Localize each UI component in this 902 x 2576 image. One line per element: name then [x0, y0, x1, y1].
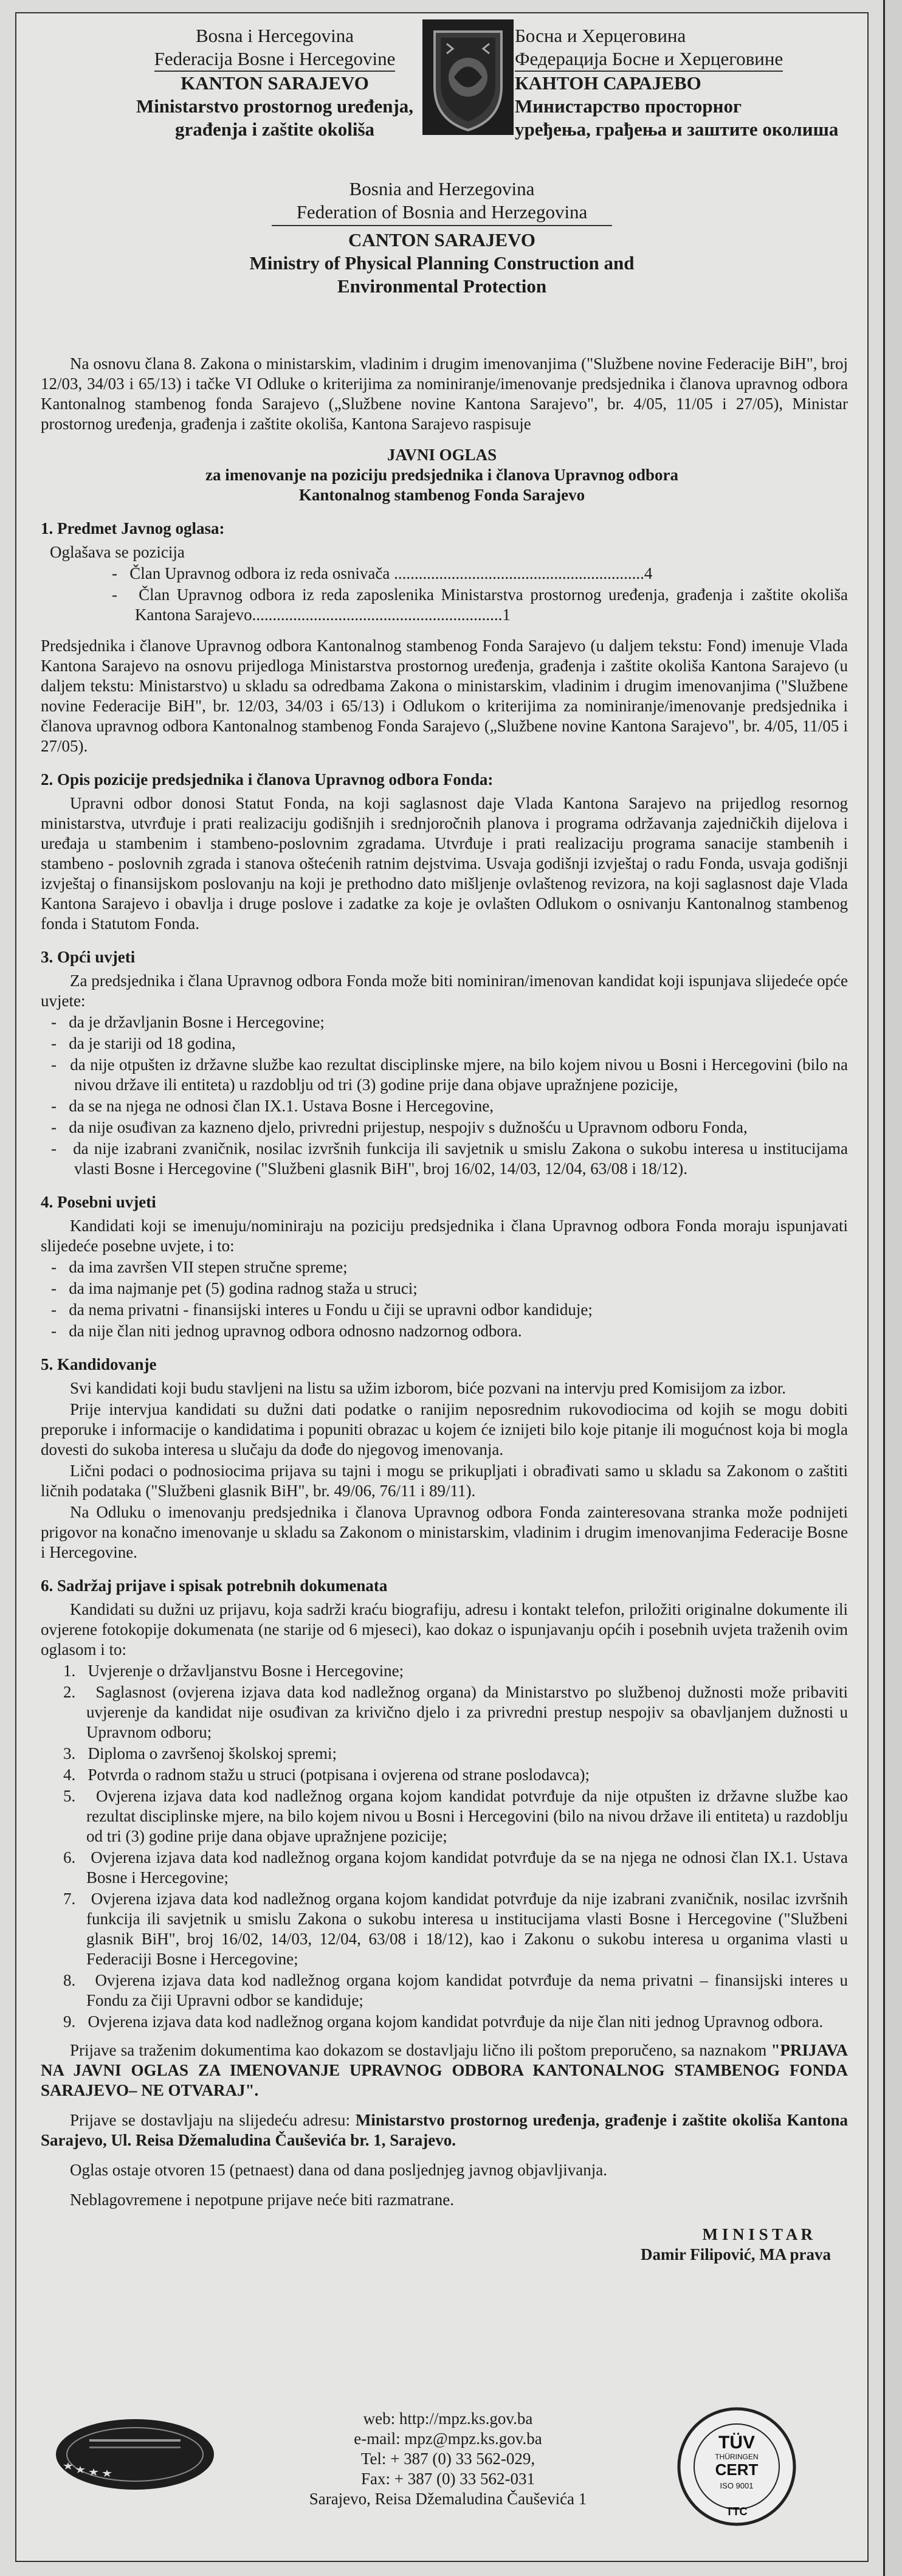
contact-block	[296, 2409, 600, 2509]
section-text: Kandidati koji se imenuju/nominiraju na poziciju predsjednika i člana Upravnog odbora Fonda moraju ispunjavati slijedeće posebne uvjete, i to:	[41, 1217, 848, 1255]
certification-badge-logo-icon	[53, 2415, 217, 2494]
tuv-certificate-seal-icon	[676, 2406, 797, 2527]
list-item: - da nije otpušten iz državne službe kao rezultat disciplinske mjere, na bilo kojem nivou u Bosni i Hercegovini (bilo na nivou države ili entiteta) u razdoblju od tri (3) godine prije dana objave upražnjene pozicije,	[51, 1055, 848, 1094]
list-item: - da ima završen VII stepen stručne spreme;	[51, 1258, 348, 1276]
header-english-ministry: Environmental Protection	[337, 275, 547, 297]
section-text: Predsjednika i članove Upravnog odbora Kantonalnog stambenog Fonda Sarajevo (u daljem tekstu: Fond) imenuje Vlada Kantona Sarajevo na osnovu prijedloga Ministarstva prostornog uređenja, građenja i zaštite okoliša Kantona Sarajevo (u daljem tekstu: Ministarstvo) u skladu sa odredbama Zakona o ministarskim, vladinim i drugim imenovanjima ("Službene novine Federacije BiH", br. 12/03, 34/03 i 65/13) i Odlukom o kriterijima za nominiranje/imenovanje predsjednika i članova upravnog odbora Kantonalnog stambenog Fonda Sarajevo („Službene novine Kantona Sarajevo", br. 4/05, 11/05 i 27/05).	[41, 637, 848, 755]
intro-paragraph: Na osnovu člana 8. Zakona o ministarskim, vladinim i drugim imenovanjima ("Službene novine Federacije BiH", broj 12/03, 34/03 i 65/13) i tačke VI Odluke o kriterijima za nominiranje/imenovanje predsjednika i članova upravnog odbora Kantonalnog stambenog fonda Sarajevo („Službene novine Kantona Sarajevo", br. 4/05, 11/05 i 27/05), Ministar prostornog uređenja, građenja i zaštite okoliša, Kantona Sarajevo raspisuje	[41, 354, 848, 433]
seal-iso-text: ISO 9001	[720, 2481, 754, 2490]
public-notice	[15, 12, 869, 2562]
list-item: - da nije izabrani zvaničnik, nosilac izvršnih funkcija ili savjetnik u smislu Zakona o sukobu interesa u institucijama vlasti Bosne i Hercegovine ("Službeni glasnik BiH", broj 16/02, 14/03, 12/04, 63/08 i 18/12).	[51, 1139, 848, 1178]
header-english-ministry: Ministry of Physical Planning Construction and	[249, 252, 635, 274]
numbered-item: 4. Potvrda o radnom stažu u struci (potpisana i ovjerena od strane poslodavca);	[63, 1766, 590, 1784]
submission-note: Prijave sa traženim dokumentima kao dokazom se dostavljaju lično ili poštom preporučeno, sa naznakom "PRIJAVA NA JAVNI OGLAS ZA IMENOVANJE UPRAVNOG ODBORA KANTONALNOG STAMBENOG FONDA SARAJEVO– NE OTVARAJ".	[41, 2041, 849, 2099]
submission-address: Prijave se dostavljaju na slijedeću adresu: Ministarstvo prostornog uređenja, građenje i zaštite okoliša Kantona Sarajevo, Ul. Reisa Džemaludina Čauševića br. 1, Sarajevo.	[41, 2111, 848, 2149]
header-right-ministry: уређења, грађења и заштите околиша	[515, 119, 839, 140]
header-right-canton: КАНТОН САРАЈЕВО	[515, 72, 701, 94]
notice-title: JAVNI OGLAS	[387, 446, 497, 464]
header-left-ministry: Ministarstvo prostornog uređenja,	[136, 95, 414, 117]
section-text: Lični podaci o podnosiocima prijava su tajni i mogu se prikupljati i obrađivati samo u skladu sa Zakonom o zaštiti ličnih podataka ("Službeni glasnik BiH", br. 49/06, 76/11 i 89/11).	[41, 1462, 848, 1500]
notice-body	[16, 354, 867, 2265]
header-left-canton: KANTON SARAJEVO	[181, 72, 369, 94]
section-heading: 4. Posebni uvjeti	[41, 1193, 156, 1211]
numbered-item: 7. Ovjerena izjava data kod nadležnog organa kojom kandidat potvrđuje da nije izabrani zvaničnik, nosilac izvršnih funkcija ili savjetnik u smislu Zakona o sukobu interesa u institucijama vlasti Bosne i Hercegovine ("Službeni glasnik BiH", broj 16/02, 14/03, 12/04, 63/08 i 18/12), kao i Zakonu o sukobu interesa u organima vlasti u Federaciji Bosne i Hercegovine;	[63, 1890, 849, 1968]
header-english-line: Federation of Bosnia and Herzegovina	[296, 201, 588, 223]
header-left-line: Bosna i Hercegovina	[196, 25, 354, 46]
section-text: Oglašava se pozicija	[50, 543, 185, 561]
section-heading: 6. Sadržaj prijave i spisak potrebnih dokumenata	[41, 1576, 388, 1595]
seal-cert-text: CERT	[715, 2460, 759, 2479]
numbered-item: 5. Ovjerena izjava data kod nadležnog organa kojom kandidat potvrđuje da nije otpušten iz državne službe kao rezultat disciplinske mjere, na bilo kojem nivou u Bosni i Hercegovini (bilo na nivou države ili entiteta) u razdoblju od tri (3) godine prije dana objave upražnjene pozicije;	[63, 1787, 848, 1845]
numbered-item: 3. Diploma o završenoj školskoj spremi;	[63, 1744, 337, 1763]
seal-region-text: THÜRINGEN	[715, 2453, 759, 2461]
section-heading: 3. Opći uvjeti	[41, 948, 136, 966]
numbered-item: 6. Ovjerena izjava data kod nadležnog organa kojom kandidat potvrđuje da se na njega ne odnosi član IX.1. Ustava Bosne i Hercegovine;	[63, 1848, 848, 1887]
website-link[interactable]: web: http://mpz.ks.gov.ba	[363, 2409, 533, 2428]
section-heading: 5. Kandidovanje	[41, 1355, 157, 1373]
header-right-line: Босна и Херцеговина	[515, 25, 686, 46]
fax-number: Fax: + 387 (0) 33 562-031	[361, 2470, 535, 2488]
signature-title: M I N I S T A R	[702, 2225, 813, 2243]
header-bosnian-latin	[111, 24, 439, 141]
canton-sarajevo-crest-icon	[422, 19, 514, 135]
header-bosnian-cyrillic	[515, 24, 855, 141]
list-item: - da je stariji od 18 godina,	[51, 1034, 236, 1052]
section-text: Svi kandidati koji budu stavljeni na listu sa užim izborom, biće pozvani na intervju pred Komisijom za izbor.	[70, 1379, 787, 1397]
notice-subtitle: Kantonalnog stambenog Fonda Sarajevo	[298, 486, 585, 504]
seal-ttc-text: TTC	[726, 2505, 748, 2518]
section-text: Prije intervjua kandidati su dužni dati podatke o ranijim neposrednim rukovodiocima od kojih se mogu dobiti preporuke i informacije o kandidatima i popuniti obrazac u kojem će iznijeti bilo koje pitanje ili mogućnost koja bi mogla dovesti do sukoba interesa u slučaju da dođe do njegovog imenovanja.	[41, 1400, 848, 1459]
header-right-ministry: Министарство просторног	[515, 95, 742, 117]
numbered-item: 8. Ovjerena izjava data kod nadležnog organa kojom kandidat potvrđuje da nema privatni – finansijski interes u Fondu za čiji Upravni odbor se kandiduje;	[63, 1971, 849, 2009]
list-item: - Član Upravnog odbora iz reda osnivača .............................................................4	[112, 564, 653, 582]
section-text: Kandidati su dužni uz prijavu, koja sadrži kraću biografiju, adresu i kontakt telefon, priložiti originalne dokumente ili ovjerene fotokopije dokumenata (ne starije od 6 mjeseci), kao dokaz o ispunjavanju općih i posebnih uvjeta traženih ovim oglasom i to:	[41, 1600, 848, 1659]
header-divider	[272, 225, 612, 226]
list-item: - da nema privatni - finansijski interes u Fondu u čiji se upravni odbor kandiduje;	[51, 1300, 593, 1319]
phone-number: Tel: + 387 (0) 33 562-029,	[360, 2450, 535, 2468]
adjacent-page-edge	[883, 0, 902, 2576]
section-heading: 2. Opis pozicije predsjednika i članova Upravnog odbora Fonda:	[41, 770, 494, 789]
section-heading: 1. Predmet Javnog oglasa:	[41, 519, 225, 537]
list-item: - da se na njega ne odnosi član IX.1. Ustava Bosne i Hercegovine,	[51, 1097, 494, 1115]
deadline-text: Oglas ostaje otvoren 15 (petnaest) dana od dana posljednjeg javnog objavljivanja.	[70, 2161, 607, 2179]
numbered-item: 1. Uvjerenje o državljanstvu Bosne i Hercegovine;	[63, 1662, 404, 1680]
list-item: - Član Upravnog odbora iz reda zaposlenika Ministarstva prostornog uređenja, građenja i zaštite okoliša Kantona Sarajevo.............................................................1	[112, 585, 848, 624]
header-left-ministry: građenja i zaštite okoliša	[174, 119, 375, 140]
list-item: - da nije osuđivan za kazneno djelo, privredni prijestup, nespojiv s dužnošću u Upravnom odboru Fonda,	[51, 1118, 748, 1136]
list-item: - da nije član niti jednog upravnog odbora odnosno nadzornog odbora.	[51, 1322, 522, 1340]
header-english-line: Bosnia and Herzegovina	[349, 178, 535, 199]
signature-name: Damir Filipović, MA prava	[641, 2245, 831, 2263]
list-item: - da je državljanin Bosne i Hercegovine;	[51, 1013, 325, 1031]
header-left-line: Federacija Bosne i Hercegovine	[111, 47, 439, 72]
email-link[interactable]: e-mail: mpz@mpz.ks.gov.ba	[354, 2429, 542, 2448]
section-text: Na Odluku o imenovanju predsjednika i članova Upravnog odbora Fonda zainteresovana stranka može podnijeti prigovor na konačno imenovanje u skladu sa Zakonom o ministarskim, vladinim i drugim imenovanjima Federacije Bosne i Hercegovine.	[41, 1503, 848, 1561]
list-item: - da ima najmanje pet (5) godina radnog staža u struci;	[51, 1279, 418, 1297]
numbered-item: 2. Saglasnost (ovjerena izjava data kod nadležnog organa) da Ministarstvo po službenoj dužnosti može pribaviti uvjerenje da kandidat nije osuđivan za krivično djelo i za privredni prestup nespojiv sa obavljanjem dužnosti u Upravnom odboru;	[63, 1683, 849, 1741]
footer-address: Sarajevo, Reisa Džemaludina Čauševića 1	[309, 2490, 587, 2508]
footer	[16, 2403, 867, 2561]
section-text: Za predsjednika i člana Upravnog odbora Fonda može biti nominiran/imenovan kandidat koji ispunjava slijedeće opće uvjete:	[41, 972, 848, 1010]
section-text: Upravni odbor donosi Statut Fonda, na koji saglasnost daje Vlada Kantona Sarajevo na prijedlog resornog ministarstva, utvrđuje i prati realizaciju godišnjih i srednjoročnih planova i programa održavanja zajedničkih dijelova i uređaja u stambenim i stambeno-poslovnim zgradama. Utvrđuje i prati realizaciju programa sanacije stambenih i stambeno - poslovnih zgrada i stanova oštećenih ratnim dejstvima. Usvaja godišnji izvještaj o radu Fonda, usvaja godišnji izvještaj o finansijskom poslovanju na koji je prethodno dato mišljenje ovlaštenog revizora, na koji saglasnost daje Vlada Kantona Sarajevo i obavlja i druge poslove i zadatke za koje je ovlašten Odlukom o osnivanju Kantonalnog stambenog fonda i Statutom Fonda.	[41, 794, 848, 933]
late-applications-text: Neblagovremene i nepotpune prijave neće biti razmatrane.	[70, 2191, 454, 2209]
numbered-item: 9. Ovjerena izjava data kod nadležnog organa kojom kandidat potvrđuje da nije član niti jednog Upravnog odbora.	[63, 2012, 824, 2031]
header-right-line: Федерација Босне и Херцеговине	[515, 47, 855, 72]
notice-subtitle: za imenovanje na poziciju predsjednika i članova Upravnog odbora	[205, 466, 679, 484]
seal-tuv-text: TÜV	[718, 2433, 755, 2453]
header-english-canton: CANTON SARAJEVO	[348, 229, 535, 250]
header-english	[16, 178, 867, 298]
